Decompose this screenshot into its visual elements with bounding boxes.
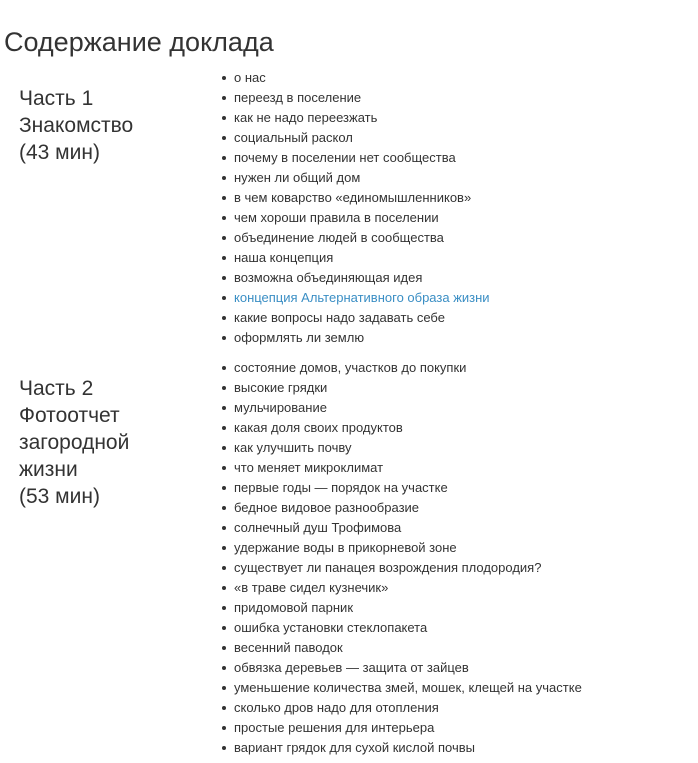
section-name-line: загородной	[19, 431, 130, 454]
topic-item: нужен ли общий дом	[234, 168, 490, 188]
topic-item: состояние домов, участков до покупки	[234, 358, 582, 378]
topic-item: чем хороши правила в поселении	[234, 208, 490, 228]
alternative-lifestyle-concept-link[interactable]: концепция Альтернативного образа жизни	[234, 288, 490, 308]
topic-item: существует ли панацея возрождения плодородия?	[234, 558, 582, 578]
topic-item: что меняет микроклимат	[234, 458, 582, 478]
section-name-line: жизни	[19, 458, 78, 481]
topic-item: уменьшение количества змей, мошек, клещей на участке	[234, 678, 582, 698]
topic-item: в чем коварство «единомышленников»	[234, 188, 490, 208]
topic-item: какие вопросы надо задавать себе	[234, 308, 490, 328]
section-duration: (53 мин)	[19, 485, 100, 508]
topic-item: социальный раскол	[234, 128, 490, 148]
topic-item: сколько дров надо для отопления	[234, 698, 582, 718]
section-heading	[19, 375, 199, 510]
topic-item: ошибка установки стеклопакета	[234, 618, 582, 638]
topic-item: весенний паводок	[234, 638, 582, 658]
topic-list	[234, 68, 490, 348]
topic-item: обвязка деревьев — защита от зайцев	[234, 658, 582, 678]
section-name-line: Знакомство	[19, 114, 134, 137]
section-part-label: Часть 2	[19, 377, 94, 400]
section-name-line: Фотоотчет	[19, 404, 120, 427]
section-duration: (43 мин)	[19, 141, 100, 164]
topic-list	[234, 358, 582, 758]
topic-item: какая доля своих продуктов	[234, 418, 582, 438]
topic-item: вариант грядок для сухой кислой почвы	[234, 738, 582, 758]
topic-item: как улучшить почву	[234, 438, 582, 458]
page-title: Содержание доклада	[4, 27, 274, 57]
topic-item: возможна объединяющая идея	[234, 268, 490, 288]
topic-item: переезд в поселение	[234, 88, 490, 108]
topic-item: придомовой парник	[234, 598, 582, 618]
topic-item: простые решения для интерьера	[234, 718, 582, 738]
topic-item: удержание воды в прикорневой зоне	[234, 538, 582, 558]
topic-item: бедное видовое разнообразие	[234, 498, 582, 518]
topic-item: солнечный душ Трофимова	[234, 518, 582, 538]
topic-item: о нас	[234, 68, 490, 88]
topic-item: «в траве сидел кузнечик»	[234, 578, 582, 598]
section-part-label: Часть 1	[19, 87, 94, 110]
topic-item: как не надо переезжать	[234, 108, 490, 128]
topic-item: наша концепция	[234, 248, 490, 268]
topic-item: высокие грядки	[234, 378, 582, 398]
topic-item: мульчирование	[234, 398, 582, 418]
topic-item: объединение людей в сообщества	[234, 228, 490, 248]
topic-item: оформлять ли землю	[234, 328, 490, 348]
section-heading	[19, 85, 199, 166]
topic-item: почему в поселении нет сообщества	[234, 148, 490, 168]
topic-item: первые годы — порядок на участке	[234, 478, 582, 498]
